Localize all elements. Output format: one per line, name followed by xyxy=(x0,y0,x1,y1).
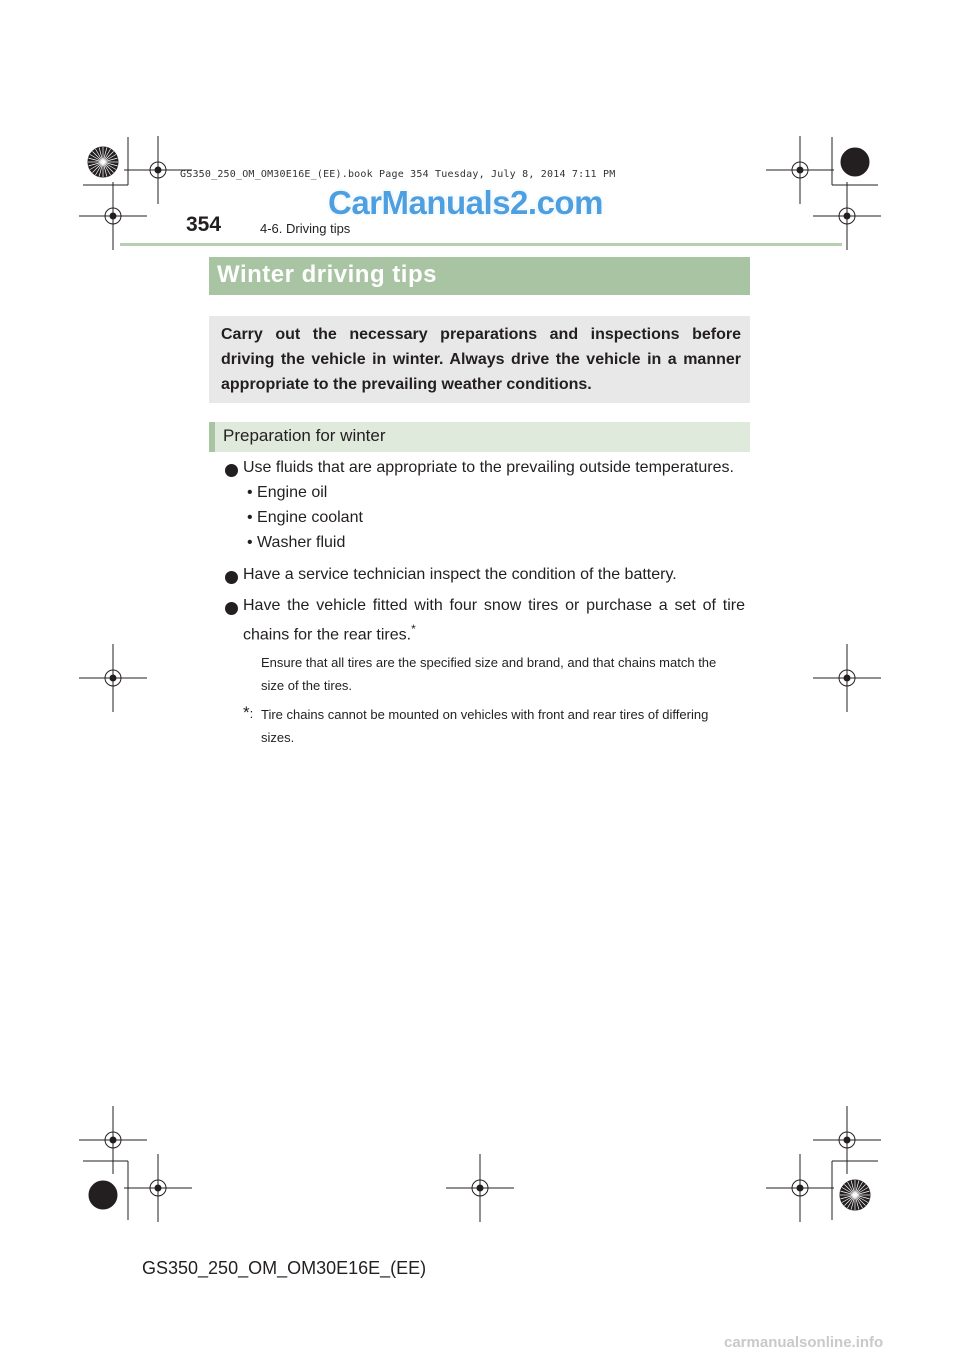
footer-code: GS350_250_OM_OM30E16E_(EE) xyxy=(142,1258,427,1278)
bullet-icon xyxy=(225,602,238,615)
note-text: size of the tires. xyxy=(261,678,353,693)
bullet-icon xyxy=(225,571,238,584)
print-info: GS350_250_OM_OM30E16E_(EE).book Page 354 Tuesday, July 8, 2014 7:11 PM xyxy=(180,169,616,180)
solid-mark xyxy=(841,148,869,176)
bullet-text: Have a service technician inspect the condition of the battery. xyxy=(243,566,677,583)
watermark-top: CarManuals2.com xyxy=(328,184,603,221)
sub-item-text: Engine oil xyxy=(257,484,328,501)
subheading-bar xyxy=(209,422,750,452)
bullet-text-continued xyxy=(243,622,416,644)
note-text: Ensure that all tires are the specified size and brand, and that chains match the xyxy=(261,655,717,670)
bullet-text: Have the vehicle fitted with four snow tires or purchase a set of tire xyxy=(243,597,745,614)
footnote-text: sizes. xyxy=(261,730,295,745)
footnote-label xyxy=(243,703,253,723)
footnote-marker: * xyxy=(243,703,250,722)
footnote-marker: * xyxy=(411,622,416,636)
footnote-colon: : xyxy=(249,706,254,721)
bullet-icon xyxy=(225,464,238,477)
sub-item-text: Washer fluid xyxy=(257,534,346,551)
registration-marks xyxy=(79,136,881,1222)
bullet-text: Use fluids that are appropriate to the prevailing outside temperatures. xyxy=(243,459,734,476)
sub-list-item: • Washer fluid xyxy=(247,534,346,551)
page-number: 354 xyxy=(186,213,222,236)
header-rule xyxy=(120,243,842,246)
sub-list-item: • Engine coolant xyxy=(247,509,363,526)
watermark-bottom: carmanualsonline.info xyxy=(724,1334,884,1351)
sub-list-item: • Engine oil xyxy=(247,484,328,501)
page-title: Winter driving tips xyxy=(217,261,437,288)
title-bar xyxy=(209,257,750,295)
section-breadcrumb: 4-6. Driving tips xyxy=(260,221,351,236)
subheading: Preparation for winter xyxy=(223,426,386,445)
solid-mark xyxy=(89,1181,117,1209)
intro-box xyxy=(209,316,750,403)
bullet-text-line2: chains for the rear tires. xyxy=(243,626,412,644)
intro-text: Carry out the necessary preparations and inspections before driving the vehicle in winter. Always drive the vehicle in a manner appropriate to the prevailing weather conditions. xyxy=(221,326,741,393)
sub-item-text: Engine coolant xyxy=(257,509,363,526)
footnote-text: Tire chains cannot be mounted on vehicles with front and rear tires of differing xyxy=(261,707,709,722)
